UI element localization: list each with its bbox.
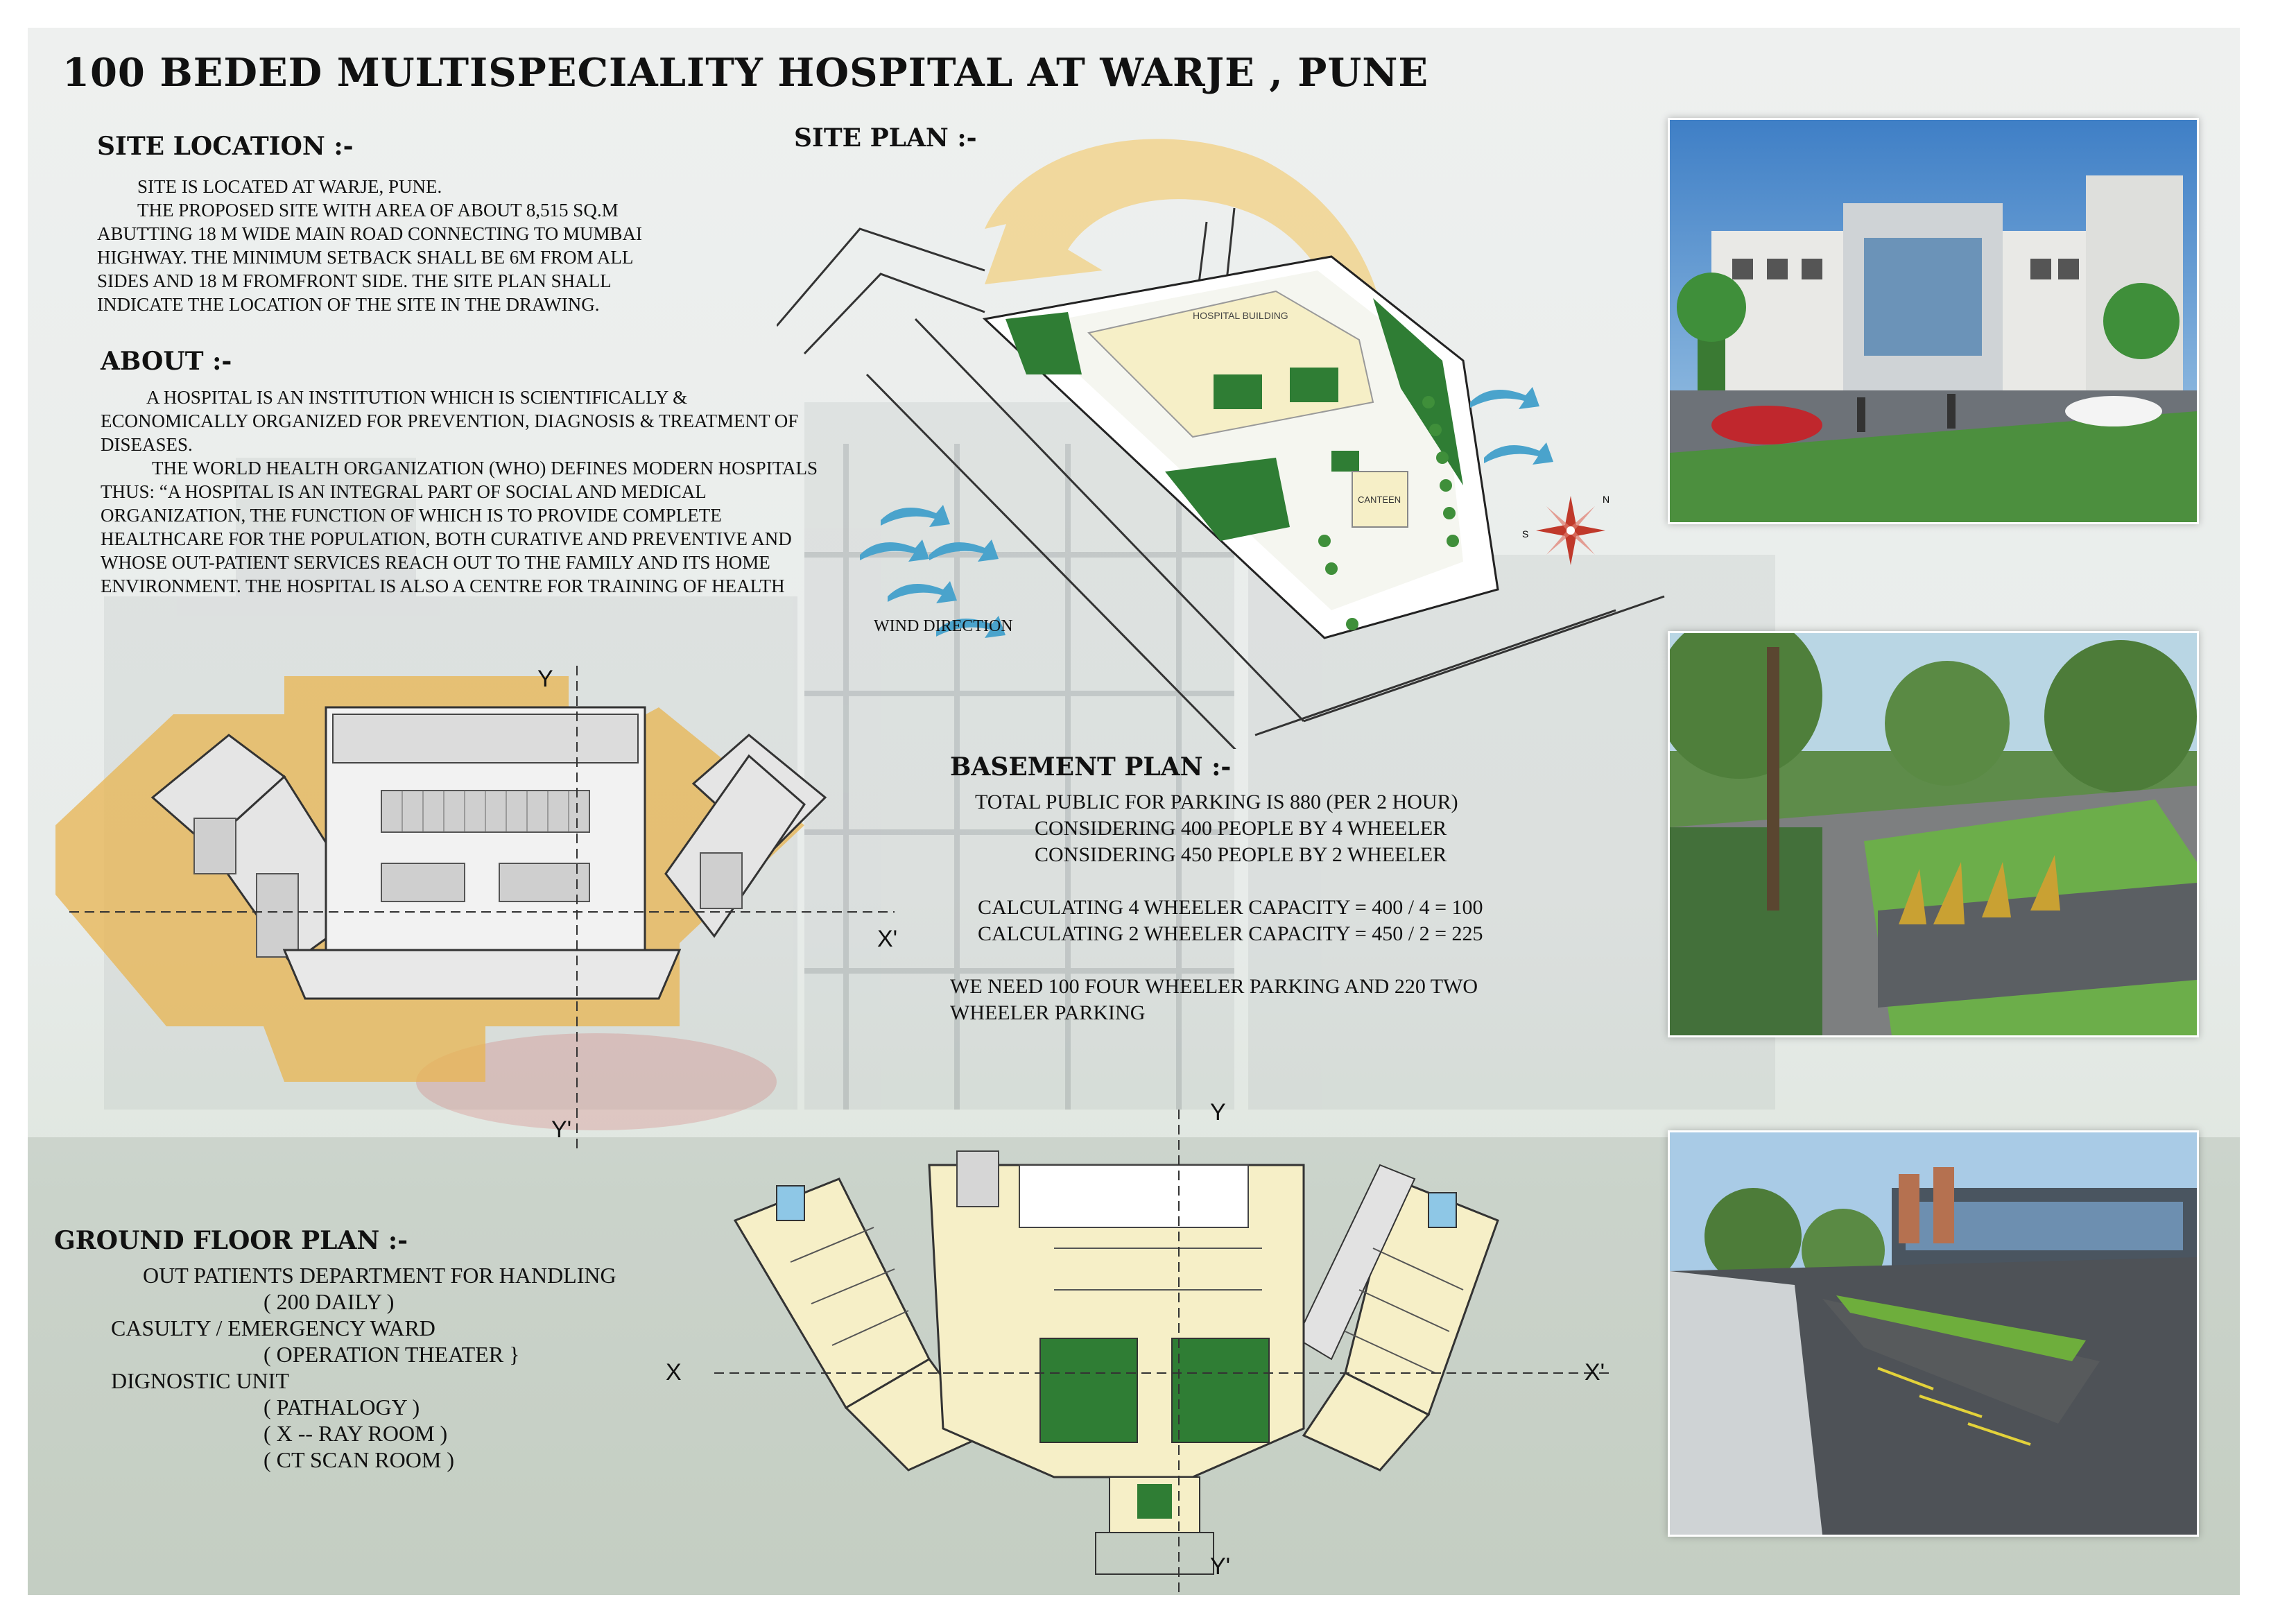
ground-floor-line: ( CT SCAN ROOM ): [264, 1447, 454, 1472]
about-line: THE WORLD HEALTH ORGANIZATION (WHO) DEFINES MODERN HOSPITALS: [152, 458, 818, 478]
basement-line: CALCULATING 4 WHEELER CAPACITY = 400 / 4 = 100: [978, 896, 1483, 919]
site-plan-drawing: [777, 111, 1692, 749]
courtyard-right: [1172, 1338, 1269, 1442]
wind-direction-label: WIND DIRECTION: [874, 617, 1013, 635]
hospital-front-render: [1668, 118, 2199, 524]
basement-axis-x-prime: X': [877, 926, 898, 952]
site-location-line: THE PROPOSED SITE WITH AREA OF ABOUT 8,515 SQ.M: [137, 200, 619, 221]
about-line: WHOSE OUT-PATIENT SERVICES REACH OUT TO THE FAMILY AND ITS HOME: [101, 552, 770, 573]
basement-line: CONSIDERING 400 PEOPLE BY 4 WHEELER: [1035, 817, 1447, 840]
ground-floor-text: [97, 1262, 721, 1473]
basement-plan-drawing: [55, 666, 929, 1151]
basement-line: TOTAL PUBLIC FOR PARKING IS 880 (PER 2 HOUR): [975, 791, 1458, 813]
ground-axis-x: X: [666, 1359, 682, 1386]
page-title: 100 BEDED MULTISPECIALITY HOSPITAL AT WARJE , PUNE: [62, 50, 1429, 96]
about-line: ENVIRONMENT. THE HOSPITAL IS ALSO A CENTRE FOR TRAINING OF HEALTH: [101, 576, 785, 596]
about-line: THUS: “A HOSPITAL IS AN INTEGRAL PART OF SOCIAL AND MEDICAL: [101, 481, 707, 502]
canteen-label: CANTEEN: [1358, 494, 1401, 505]
site-location-line: HIGHWAY. THE MINIMUM SETBACK SHALL BE 6M FROM ALL: [97, 247, 634, 268]
about-line: ORGANIZATION, THE FUNCTION OF WHICH IS TO PROVIDE COMPLETE: [101, 505, 722, 526]
ground-axis-y-prime: Y': [1210, 1553, 1231, 1580]
ground-floor-line: OUT PATIENTS DEPARTMENT FOR HANDLING: [143, 1263, 616, 1288]
site-building-label: HOSPITAL BUILDING: [1193, 310, 1288, 321]
basement-line: CONSIDERING 450 PEOPLE BY 2 WHEELER: [1035, 843, 1447, 866]
about-heading: ABOUT :-: [101, 347, 232, 376]
basement-plan-heading: BASEMENT PLAN :-: [950, 752, 1232, 782]
ground-floor-heading: GROUND FLOOR PLAN :-: [54, 1226, 408, 1255]
about-line: DISEASES.: [101, 434, 193, 455]
basement-line: WHEELER PARKING: [950, 1001, 1146, 1024]
basement-plan-text: [950, 789, 1574, 1026]
ground-floor-line: CASULTY / EMERGENCY WARD: [111, 1315, 435, 1340]
ground-floor-line: ( OPERATION THEATER }: [264, 1342, 520, 1367]
ground-floor-line: DIGNOSTIC UNIT: [111, 1368, 289, 1393]
basement-axis-y-prime: Y': [551, 1116, 572, 1143]
site-location-line: SITE IS LOCATED AT WARJE, PUNE.: [137, 176, 442, 197]
compass-north: N: [1603, 494, 1610, 505]
site-location-line: SIDES AND 18 M FROMFRONT SIDE. THE SITE PLAN SHALL: [97, 270, 612, 291]
presentation-sheet: [28, 28, 2240, 1595]
courtyard-left: [1040, 1338, 1137, 1442]
about-line: A HOSPITAL IS AN INSTITUTION WHICH IS SCIENTIFICALLY &: [146, 387, 688, 408]
basement-axis-y: Y: [537, 666, 553, 692]
site-location-text: [97, 175, 832, 316]
basement-line: WE NEED 100 FOUR WHEELER PARKING AND 220 TWO: [950, 975, 1478, 998]
ground-floor-line: ( X -- RAY ROOM ): [264, 1421, 448, 1446]
courtyard-garden-render: [1668, 631, 2199, 1037]
ground-floor-line: ( 200 DAILY ): [264, 1289, 395, 1314]
ground-floor-line: ( PATHALOGY ): [264, 1395, 420, 1420]
site-location-line: ABUTTING 18 M WIDE MAIN ROAD CONNECTING TO MUMBAI: [97, 223, 642, 244]
compass-south: S: [1522, 528, 1529, 540]
site-location-line: INDICATE THE LOCATION OF THE SITE IN THE DRAWING.: [97, 294, 600, 315]
about-line: ECONOMICALLY ORGANIZED FOR PREVENTION, DIAGNOSIS & TREATMENT OF: [101, 411, 799, 431]
basement-line: CALCULATING 2 WHEELER CAPACITY = 450 / 2 = 225: [978, 922, 1483, 945]
site-location-heading: SITE LOCATION :-: [97, 132, 354, 161]
site-plan-heading: SITE PLAN :-: [794, 123, 977, 153]
parking-render: [1668, 1130, 2199, 1537]
compass-icon: [1522, 494, 1609, 565]
ground-axis-y: Y: [1210, 1099, 1226, 1125]
ground-floor-plan-drawing: [693, 1110, 1637, 1595]
ground-axis-x-prime: X': [1585, 1359, 1605, 1386]
about-line: HEALTHCARE FOR THE POPULATION, BOTH CURATIVE AND PREVENTIVE AND: [101, 528, 792, 549]
